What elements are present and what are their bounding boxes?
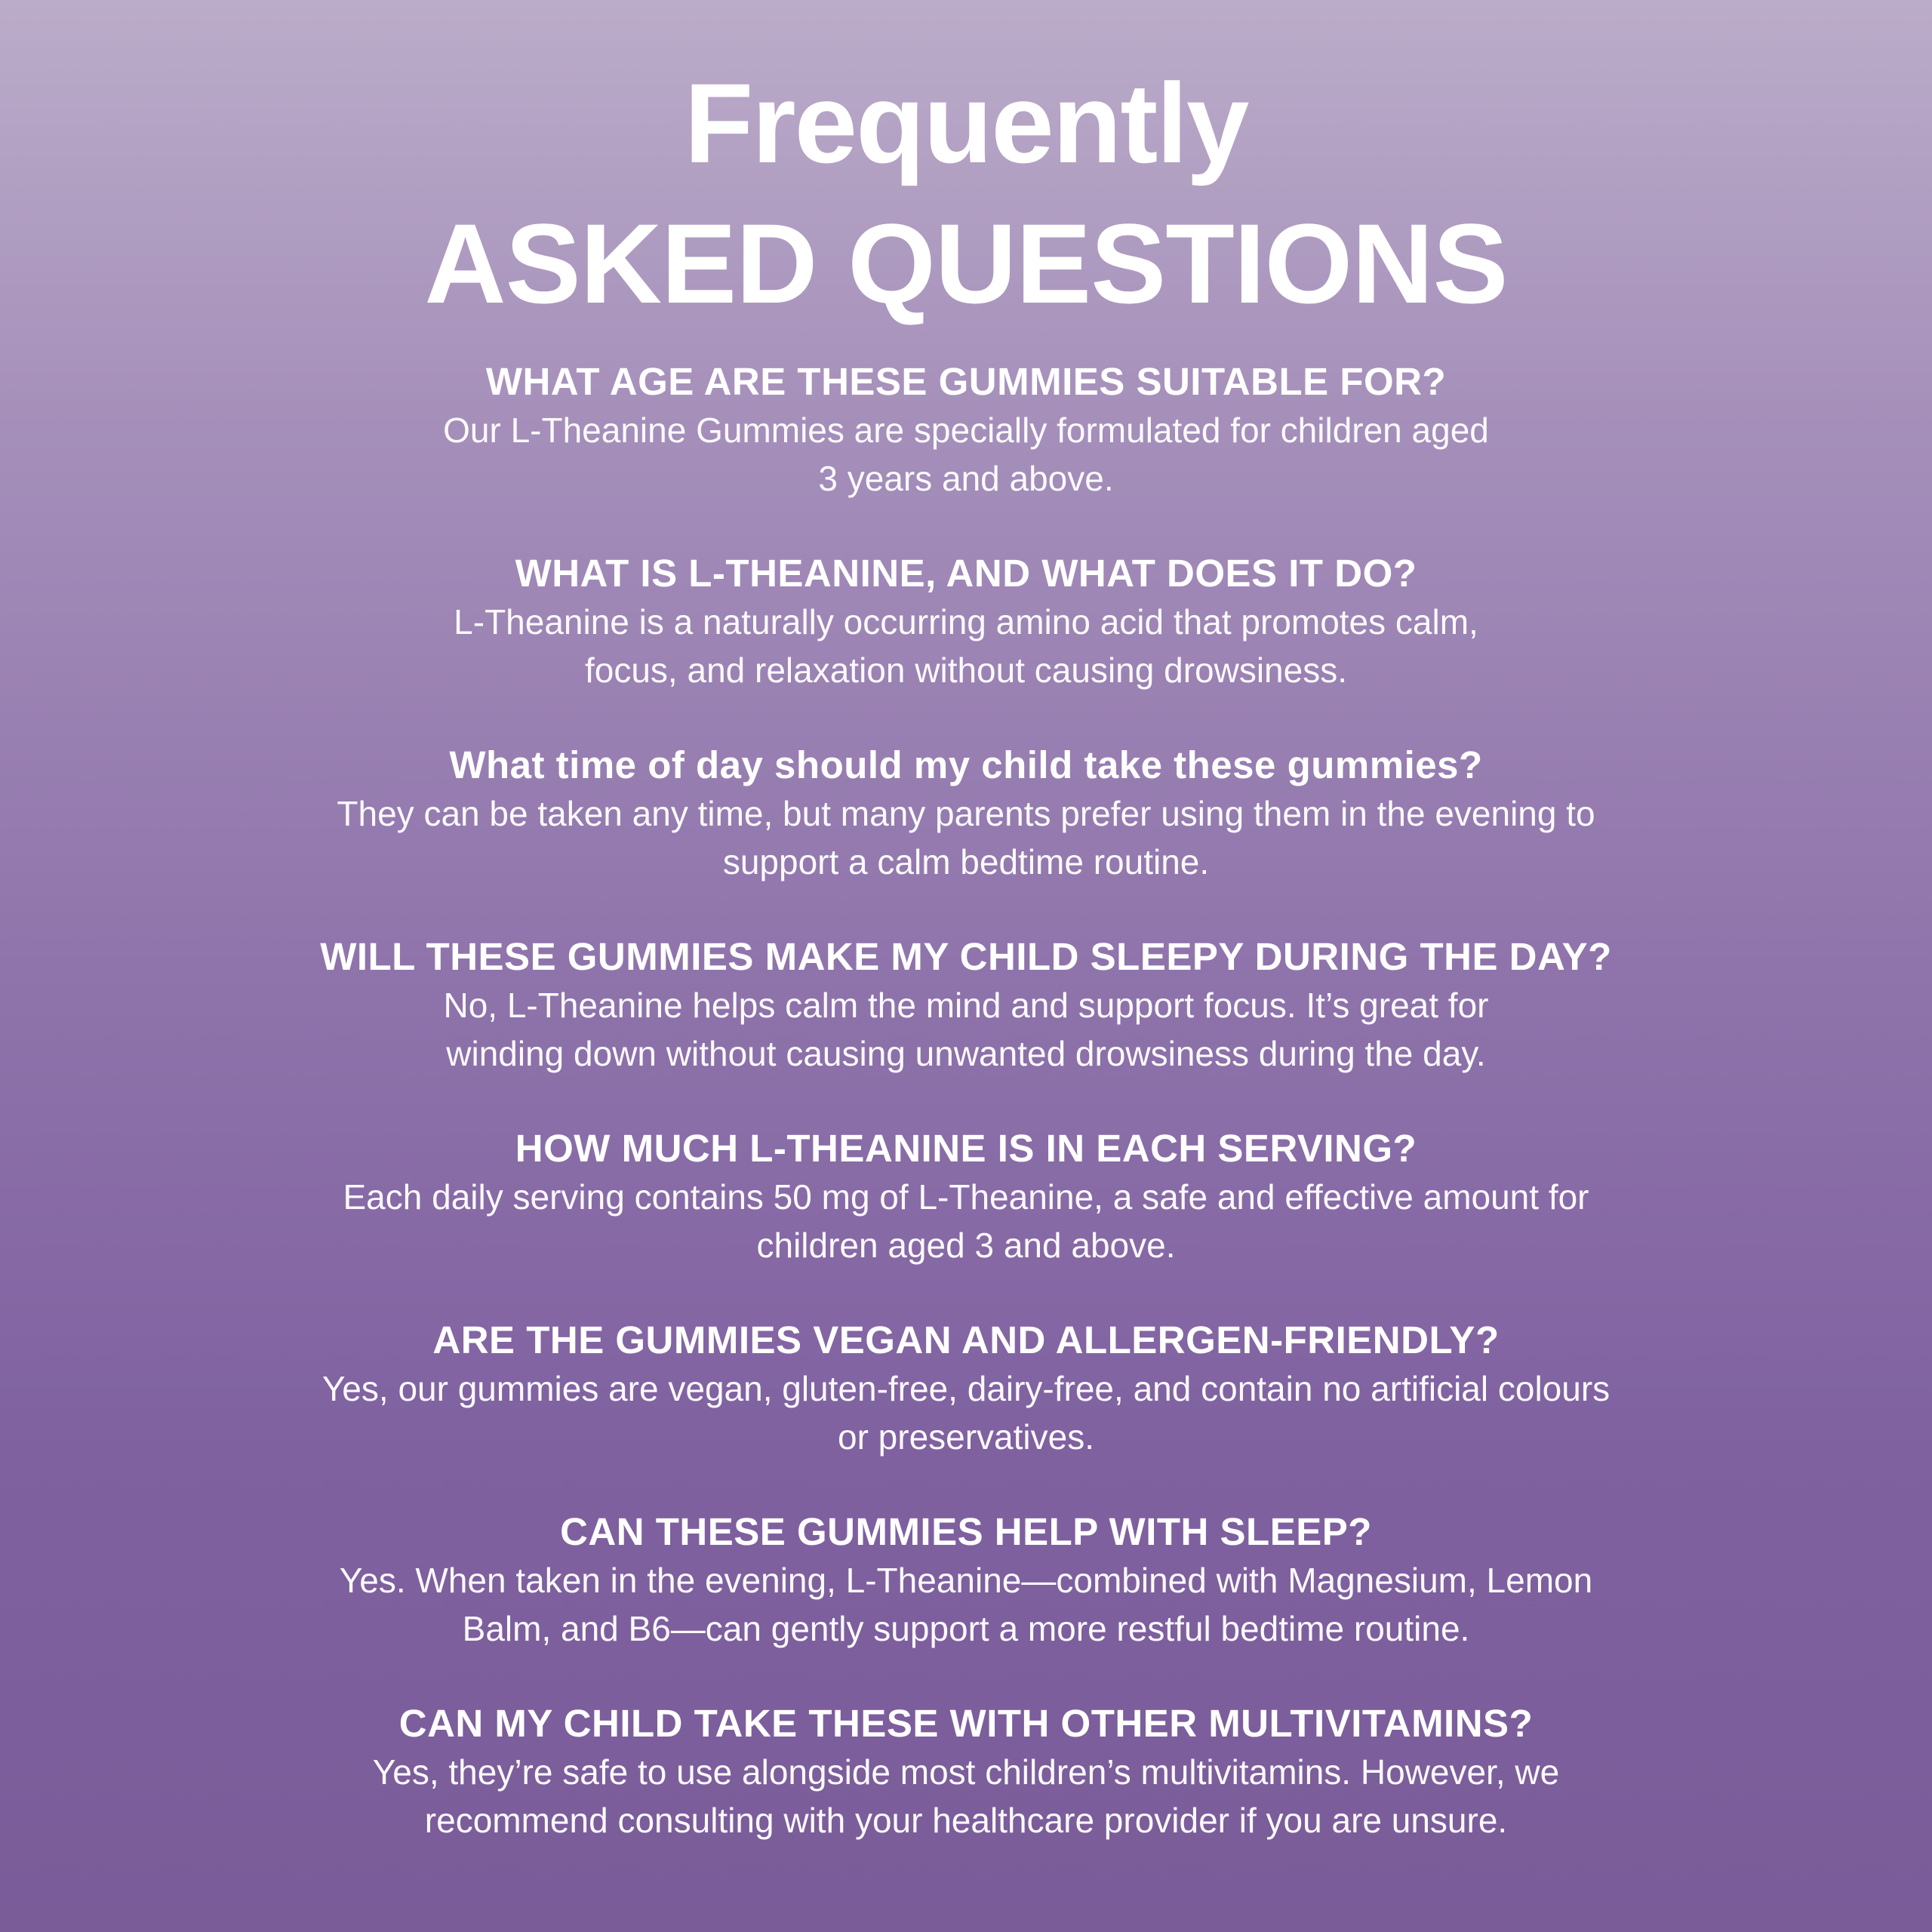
faq-question: WILL THESE GUMMIES MAKE MY CHILD SLEEPY DURING THE DAY? [320,935,1612,978]
faq-item-serving [0,1124,1932,1316]
faq-question: WHAT AGE ARE THESE GUMMIES SUITABLE FOR? [485,360,1447,403]
faq-answer: Our L-Theanine Gummies are specially formulated for children aged 3 years and above. [443,411,1489,498]
faq-answer: No, L-Theanine helps calm the mind and support focus. It’s great for winding down without causing unwanted drowsiness during the day. [443,986,1489,1073]
faq-question: HOW MUCH L-THEANINE IS IN EACH SERVING? [515,1127,1417,1170]
faq-item-sleepy [0,933,1932,1124]
page-title [0,60,1932,327]
faq-answer: Each daily serving contains 50 mg of L-Theanine, a safe and effective amount for children aged 3 and above. [343,1177,1589,1265]
faq-question: CAN MY CHILD TAKE THESE WITH OTHER MULTIVITAMINS? [398,1702,1534,1745]
title-line-frequently: Frequently [684,60,1248,186]
faq-list [0,358,1932,1891]
faq-answer: Yes. When taken in the evening, L-Theanine—combined with Magnesium, Lemon Balm, and B6—can gently support a more restful bedtime routine. [339,1561,1593,1648]
faq-question: What time of day should my child take these gummies? [449,743,1483,786]
faq-item-age [0,358,1932,549]
faq-answer: L-Theanine is a naturally occurring amino acid that promotes calm, focus, and relaxation without causing drowsiness. [454,602,1478,690]
faq-answer: They can be taken any time, but many parents prefer using them in the evening to support a calm bedtime routine. [337,794,1595,881]
faq-item-multivitamins [0,1700,1932,1891]
faq-question: CAN THESE GUMMIES HELP WITH SLEEP? [560,1510,1372,1553]
faq-item-time-of-day [0,741,1932,933]
faq-item-sleep [0,1508,1932,1700]
faq-question: ARE THE GUMMIES VEGAN AND ALLERGEN-FRIENDLY? [432,1318,1500,1361]
faq-answer: Yes, our gummies are vegan, gluten-free, dairy-free, and contain no artificial colours or preservatives. [321,1369,1611,1457]
faq-question: WHAT IS L-THEANINE, AND WHAT DOES IT DO? [515,552,1417,595]
faq-item-vegan [0,1316,1932,1508]
faq-answer: Yes, they’re safe to use alongside most children’s multivitamins. However, we recommend consulting with your healthcare provider if you are unsure. [372,1752,1560,1840]
faq-item-what-is-l-theanine [0,549,1932,741]
title-line-asked-questions: ASKED QUESTIONS [424,200,1508,327]
